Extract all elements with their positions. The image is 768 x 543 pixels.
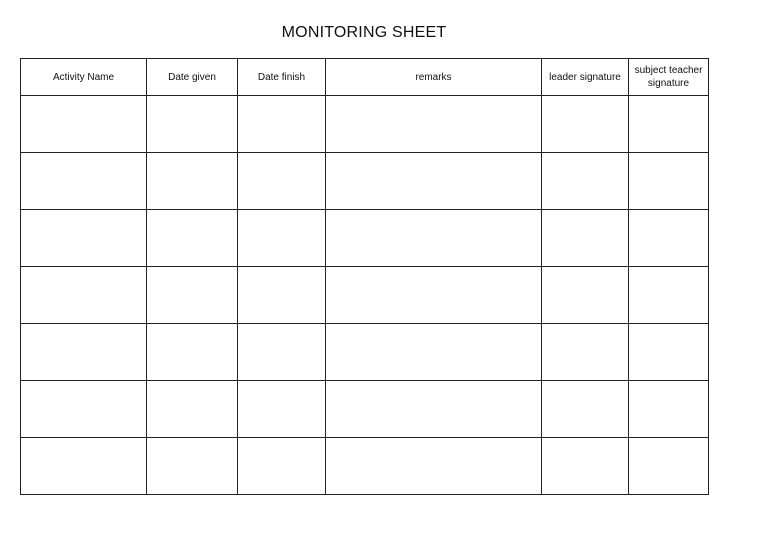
leader-signature-cell — [542, 381, 629, 438]
page-title: MONITORING SHEET — [281, 24, 447, 41]
column-header-date-given: Date given — [147, 59, 238, 96]
subject-teacher-signature-cell — [629, 267, 709, 324]
date-finish-cell — [238, 96, 326, 153]
date-finish-cell — [238, 153, 326, 210]
remarks-cell — [326, 324, 542, 381]
activity-name-cell — [21, 210, 147, 267]
date-given-cell — [147, 438, 238, 495]
date-given-cell — [147, 324, 238, 381]
monitoring-table — [20, 58, 709, 495]
subject-teacher-signature-cell — [629, 381, 709, 438]
column-header-subject-teacher-signature: subject teacher signature — [629, 59, 709, 96]
activity-name-cell — [21, 324, 147, 381]
activity-name-cell — [21, 96, 147, 153]
subject-teacher-signature-cell — [629, 153, 709, 210]
remarks-cell — [326, 381, 542, 438]
leader-signature-cell — [542, 153, 629, 210]
remarks-cell — [326, 153, 542, 210]
activity-name-cell — [21, 381, 147, 438]
date-given-cell — [147, 267, 238, 324]
date-finish-cell — [238, 324, 326, 381]
table-row — [21, 96, 709, 153]
date-given-cell — [147, 381, 238, 438]
activity-name-cell — [21, 153, 147, 210]
column-header-activity-name: Activity Name — [21, 59, 147, 96]
remarks-cell — [326, 267, 542, 324]
date-finish-cell — [238, 438, 326, 495]
date-finish-cell — [238, 381, 326, 438]
table-row — [21, 438, 709, 495]
table-body — [21, 96, 709, 495]
date-given-cell — [147, 210, 238, 267]
date-finish-cell — [238, 210, 326, 267]
subject-teacher-signature-cell — [629, 438, 709, 495]
leader-signature-cell — [542, 438, 629, 495]
table-row — [21, 153, 709, 210]
leader-signature-cell — [542, 210, 629, 267]
date-finish-cell — [238, 267, 326, 324]
subject-teacher-signature-cell — [629, 210, 709, 267]
leader-signature-cell — [542, 96, 629, 153]
column-header-leader-signature: leader signature — [542, 59, 629, 96]
table-row — [21, 324, 709, 381]
table-header-row — [21, 59, 709, 96]
activity-name-cell — [21, 438, 147, 495]
subject-teacher-signature-cell — [629, 324, 709, 381]
date-given-cell — [147, 96, 238, 153]
leader-signature-cell — [542, 324, 629, 381]
table-row — [21, 381, 709, 438]
column-header-remarks: remarks — [326, 59, 542, 96]
activity-name-cell — [21, 267, 147, 324]
date-given-cell — [147, 153, 238, 210]
remarks-cell — [326, 210, 542, 267]
table-row — [21, 267, 709, 324]
column-header-date-finish: Date finish — [238, 59, 326, 96]
table-row — [21, 210, 709, 267]
remarks-cell — [326, 438, 542, 495]
remarks-cell — [326, 96, 542, 153]
leader-signature-cell — [542, 267, 629, 324]
subject-teacher-signature-cell — [629, 96, 709, 153]
